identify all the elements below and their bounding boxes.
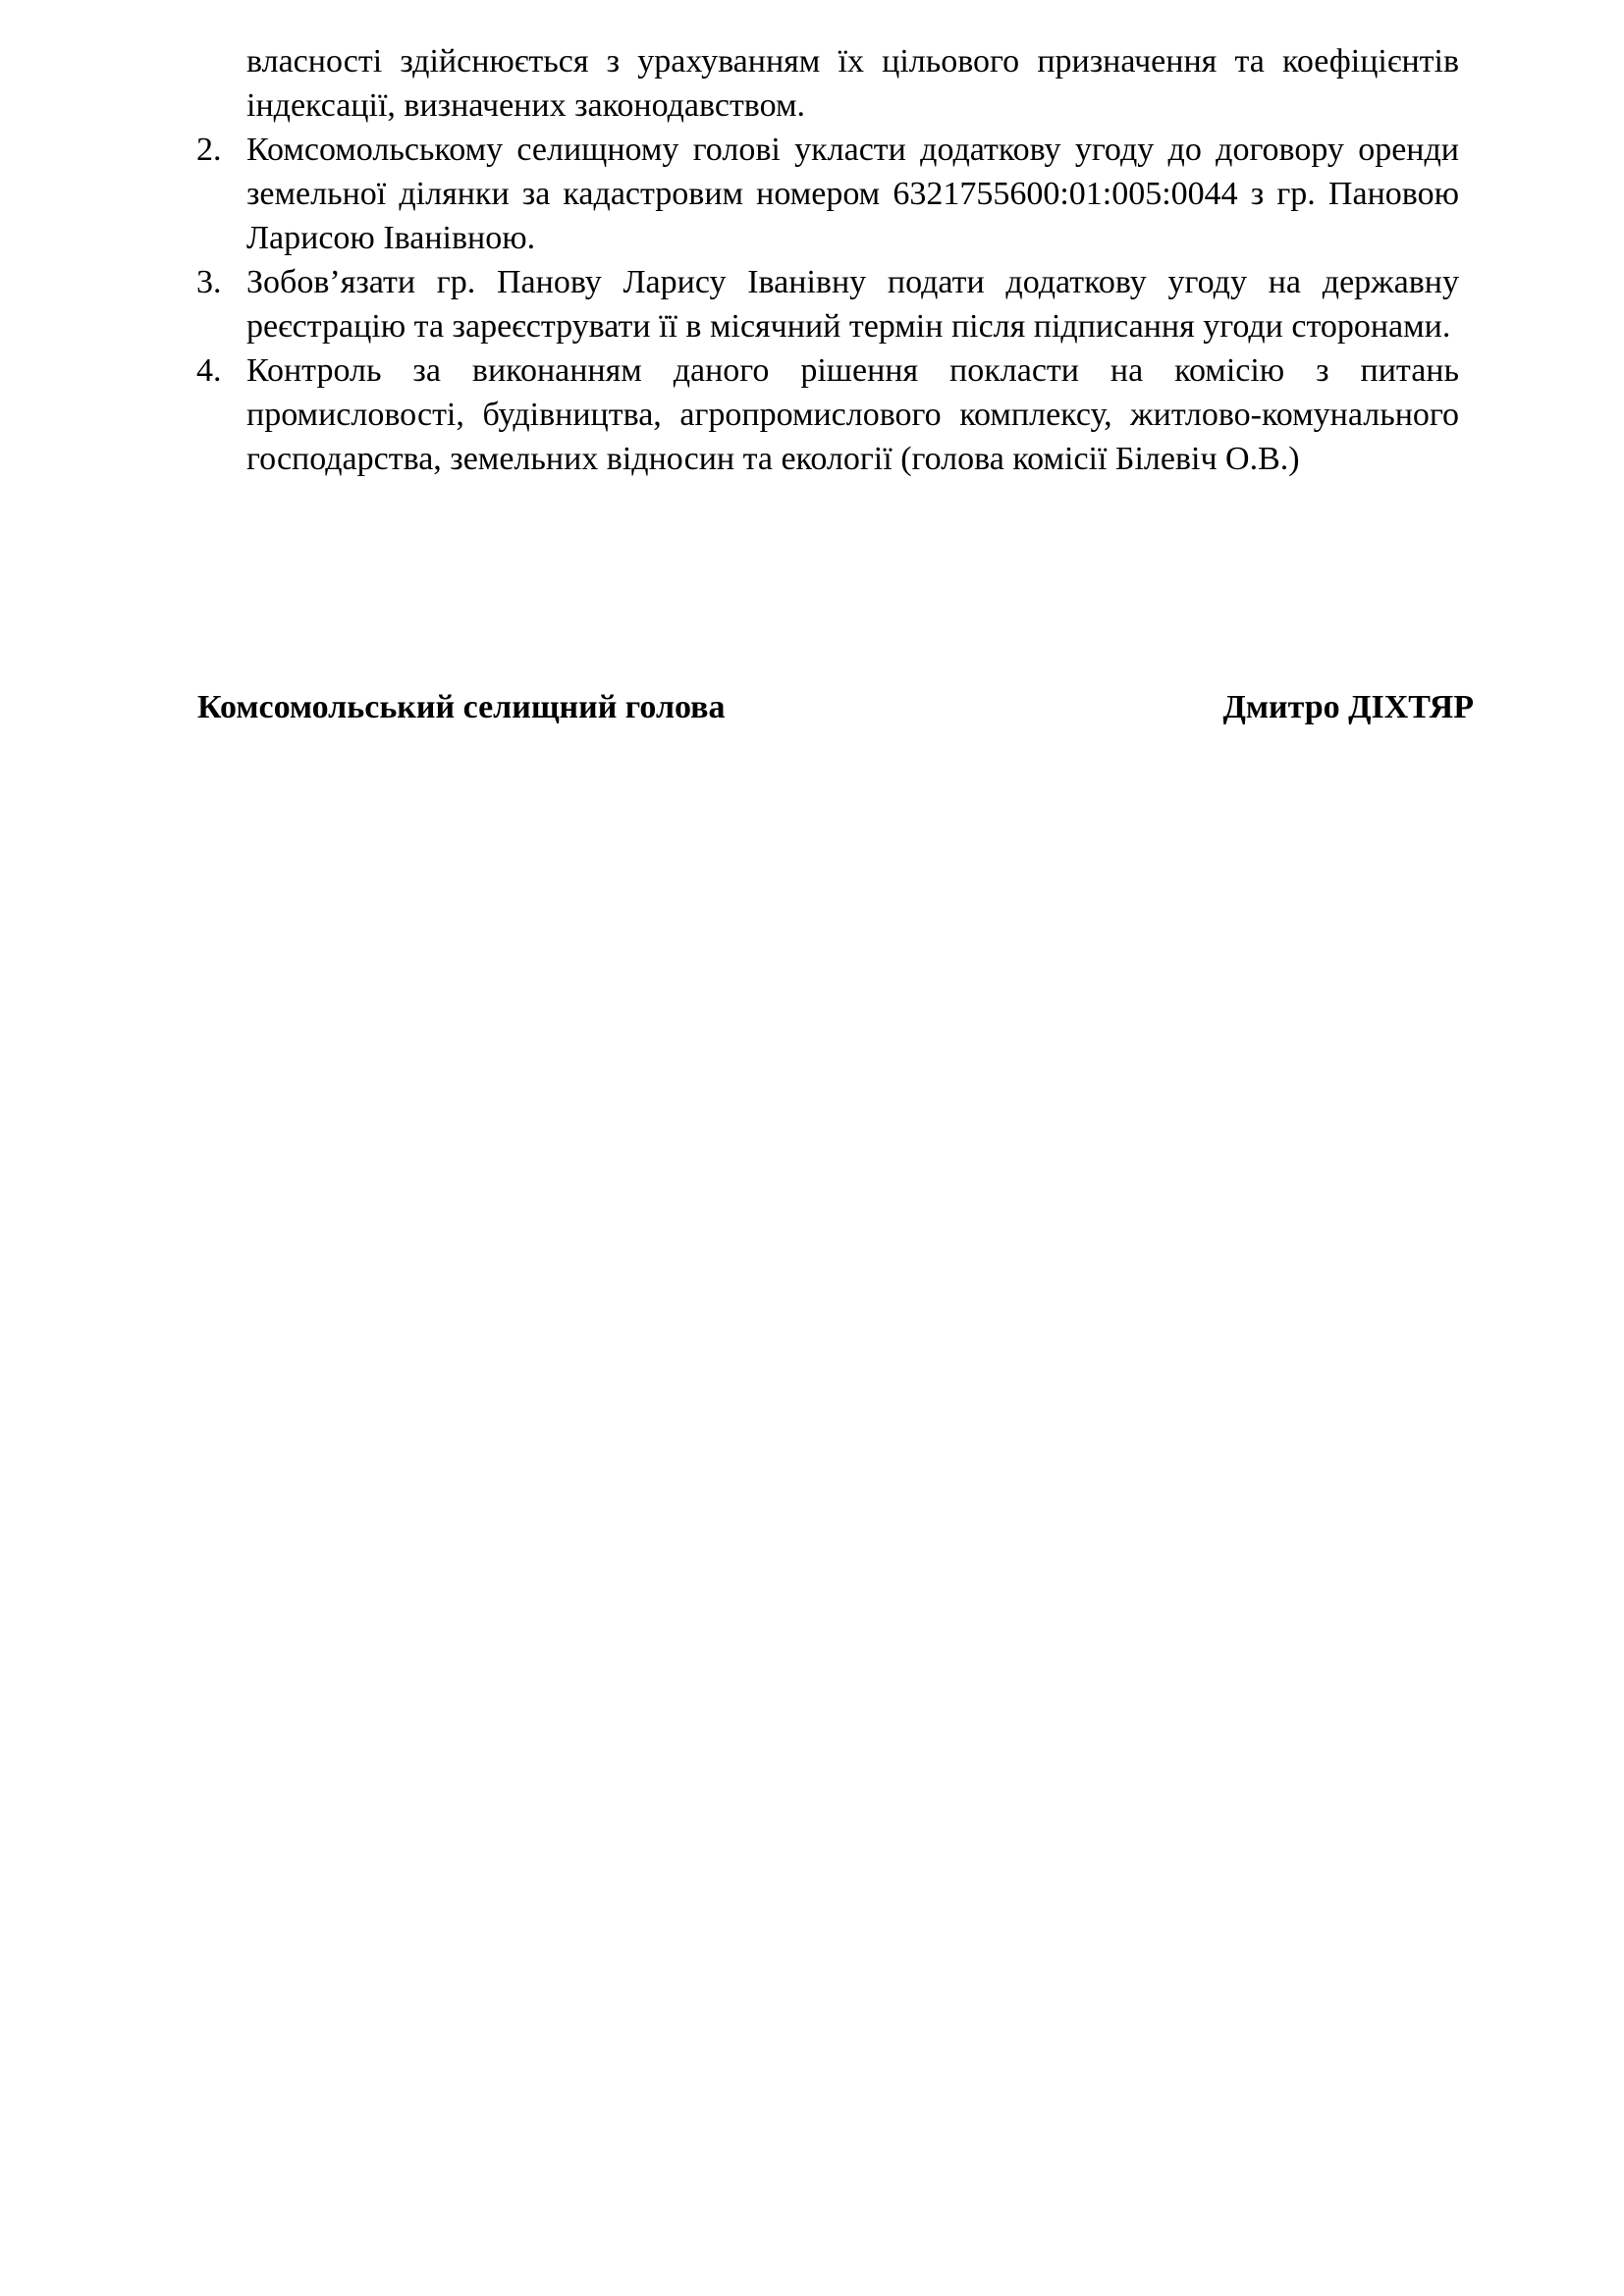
- item-text: Комсомольському селищному голові укласти додаткову угоду до договору оренди земельної ділянки за кадастровим номером 6321755600:01:005:0044 з гр. Пановою Ларисою Іванівною.: [246, 132, 1459, 256]
- list-item: [196, 260, 1459, 348]
- signatory-position: Комсомольський селищний голова: [197, 689, 726, 725]
- resolution-items-list: [196, 128, 1459, 481]
- signatory-name: Дмитро ДІХТЯР: [1222, 689, 1474, 725]
- continuation-paragraph: власності здійснюється з урахуванням їх цільового призначення та коефіцієнтів індексації, визначених законодавством.: [246, 43, 1459, 124]
- signature-block: [197, 685, 1474, 729]
- item-text: Контроль за виконанням даного рішення покласти на комісію з питань промисловості, будівництва, агропромислового комплексу, житлово-комунального господарства, земельних відносин та екології (голова комісії Білевіч О.В.): [246, 352, 1459, 477]
- item-number: 4.: [196, 352, 222, 389]
- item-number: 2.: [196, 132, 222, 168]
- item-number: 3.: [196, 264, 222, 300]
- list-item: [196, 348, 1459, 481]
- list-item: [196, 128, 1459, 260]
- item-text: Зобов’язати гр. Панову Ларису Іванівну подати додаткову угоду на державну реєстрацію та зареєструвати її в місячний термін після підписання угоди сторонами.: [246, 264, 1459, 345]
